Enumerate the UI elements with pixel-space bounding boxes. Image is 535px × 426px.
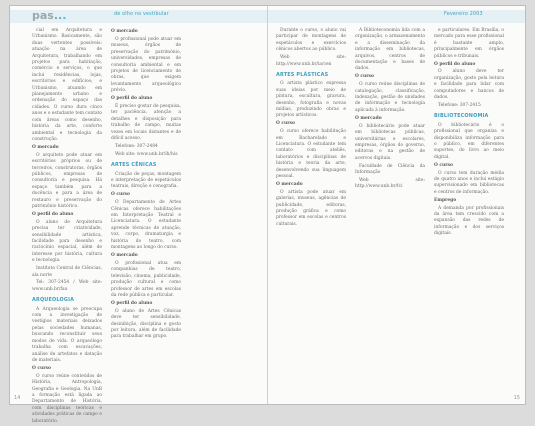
- paragraph: A demanda por profissionais da área tem crescido com a expansão das redes de informação e dos serviços digitais.: [434, 205, 504, 237]
- subheading: O mercado: [276, 181, 303, 187]
- paragraph: O artista pode atuar em galerias, museus, agências de publicidade, editoras, produção gráfica e como professor em escolas e centros culturais.: [276, 189, 346, 227]
- right-page-columns: [276, 28, 504, 239]
- article-column: [434, 28, 504, 239]
- subheading: Emprego: [434, 197, 457, 203]
- subheading: O mercado: [32, 144, 59, 150]
- issue-date: Fevereiro 2003: [444, 12, 483, 17]
- article-column: [111, 28, 181, 426]
- paragraph: Telefone: 307-2484: [115, 143, 158, 149]
- section-heading: BIBLIOTECONOMIA: [434, 113, 489, 120]
- page-number: 15: [513, 395, 520, 401]
- subheading: O curso: [355, 74, 374, 80]
- paragraph: cial em Arquitetura e Urbanismo. Basicamente, são duas vertentes possíveis: atuação na área de Arquitetura, trabalhando em projetos para habitação, comércio e serviços, o que inclui residências, lojas, escritórios e edifícios; e Urbanismo, atuando em planejamento urbano e ordenação do espaço das cidades. O curso dura cinco anos e o estudante tem contato com áreas como desenho, história da arte, conforto ambiental e tecnologia da construção.: [32, 28, 102, 142]
- paragraph: O bibliotecário pode atuar em bibliotecas públicas, universitárias e escolares, empresas, órgãos do governo, editoras e na gestão de acervos digitais.: [355, 123, 425, 161]
- article-column: [355, 28, 425, 239]
- paragraph: O curso reúne conteúdos de História, Antropologia, Geografia e Geologia. Na UnB a formação está ligada ao Departamento de História, com disciplinas teóricas e atividades práticas de campo e laboratório.: [32, 373, 102, 424]
- paragraph: Faculdade de Ciência da Informação: [355, 163, 425, 176]
- paragraph: O curso tem duração média de quatro anos e inclui estágio supervisionado em bibliotecas e centros de informação.: [434, 170, 504, 195]
- left-page-header: [10, 10, 267, 23]
- article-column: [32, 28, 102, 426]
- paragraph: O profissional atua em companhias de teatro, televisão, cinema, publicidade, produção cultural e como professor de artes em escolas da rede pública e particular.: [111, 260, 181, 298]
- paragraph: O curso oferece habilitação em Bacharelado e Licenciatura. O estudante tem contato com ateliês, laboratórios e disciplinas de história e teoria da arte, desenvolvendo sua linguagem pessoal.: [276, 129, 346, 180]
- paragraph: Web site: http://www.unb.br/ia/cen: [276, 55, 346, 67]
- subheading: O mercado: [111, 29, 138, 34]
- paragraph: Instituto Central de Ciências, ala norte: [32, 266, 102, 278]
- paragraph: e particulares. Em Brasília, o mercado para esse profissional é bastante amplo, principalmente em órgãos públicos e tribunais.: [434, 28, 504, 59]
- paragraph: O Departamento de Artes Cênicas oferece habilitações em Interpretação Teatral e Licenciatura. O estudante aprende técnicas de atuação, voz, corpo, dramaturgia e história do teatro, com montagens ao longo do curso.: [111, 200, 181, 251]
- paragraph: A Arqueologia se preocupa com a investigação de vestígios materiais deixados pelas sociedades humanas, buscando reconstituir seus modos de vida. O arqueólogo trabalha com escavações, análise de artefatos e datação de materiais.: [32, 306, 102, 363]
- paragraph: A Biblioteconomia lida com a organização, o armazenamento e a disseminação da informação em bibliotecas, arquivos, centros de documentação e bases de dados.: [355, 28, 425, 72]
- section-heading: ARTES CÊNICAS: [111, 162, 157, 169]
- paragraph: O curso reúne disciplinas de catalogação, classificação, indexação, gestão de unidades de informação e tecnologia aplicada à informação.: [355, 82, 425, 113]
- subheading: O perfil do aluno: [434, 61, 476, 67]
- section-heading: ARTES PLÁSTICAS: [276, 71, 329, 78]
- subheading: O perfil do aluno: [32, 211, 74, 217]
- subheading: O mercado: [111, 253, 138, 258]
- paragraph: Web site: http://www.unb.br/fci: [355, 177, 425, 190]
- left-page-columns: [32, 28, 260, 426]
- subheading: O perfil do aluno: [111, 300, 153, 306]
- paragraph: Tel: 307-2454 / Web site: www.unb.br/fau: [32, 280, 102, 292]
- magazine-logo: pas...: [32, 9, 67, 22]
- subheading: O curso: [434, 162, 453, 168]
- paragraph: O aluno de Artes Cênicas deve ter sensibilidade, desinibição, disciplina e gosto por leitura, além de facilidade para trabalhar em grupo.: [111, 308, 181, 340]
- paragraph: Criação de peças, montagem e interpretação de espetáculos teatrais, direção e cenografia.: [111, 171, 181, 190]
- paragraph: Telefone: 307-2415: [438, 102, 481, 108]
- magazine-spread: [10, 6, 525, 424]
- left-page: [10, 6, 267, 424]
- article-column: [276, 28, 346, 239]
- right-page: [268, 6, 525, 404]
- paragraph: O aluno deve ter organização, gosto pela leitura e facilidade para lidar com computadores e bancos de dados.: [434, 69, 504, 101]
- subheading: O perfil do aluno: [111, 96, 153, 102]
- page-number: 14: [14, 395, 21, 401]
- paragraph: Durante o curso, o aluno vai participar de montagens de espetáculos e exercícios cênicos abertos ao público.: [276, 28, 346, 53]
- paragraph: O artista plástico expressa suas ideias por meio de pintura, escultura, gravura, desenho, fotografia e novas mídias, produzindo obras e projetos artísticos.: [276, 81, 346, 119]
- paragraph: O profissional pode atuar em museus, órgãos de preservação do patrimônio, universidades, empresas de consultoria ambiental e em projetos de licenciamento de obras, que exigem levantamento arqueológico prévio.: [111, 36, 181, 94]
- article-column: [190, 28, 260, 426]
- subheading: O curso: [32, 365, 51, 371]
- subheading: O mercado: [355, 115, 382, 121]
- subheading: O curso: [276, 121, 295, 127]
- section-title: de olho no vestibular: [114, 12, 169, 17]
- paragraph: Web site: www.unb.br/ih/his: [115, 151, 178, 157]
- subheading: O curso: [111, 192, 130, 198]
- paragraph: O aluno de Arquitetura precisa ter criatividade, sensibilidade artística, facilidade para desenho e raciocínio espacial, além de interesse por história, cultura e tecnologia.: [32, 219, 102, 264]
- paragraph: O arquiteto pode atuar em escritórios próprios ou de terceiros, construtoras, órgãos públicos, empresas de consultoria e pesquisa. Há espaço também para a docência e para a área de restauro e preservação do patrimônio histórico.: [32, 152, 102, 209]
- paragraph: O bibliotecário é o profissional que organiza e disponibiliza informação para o público, em diferentes suportes, do livro ao meio digital.: [434, 122, 504, 160]
- right-page-header: [268, 10, 525, 23]
- section-heading: ARQUEOLOGIA: [32, 297, 75, 304]
- paragraph: É preciso gostar de pesquisa, ter paciência, atenção a detalhes e disposição para trabalho de campo, muitas vezes em locais distantes e de difícil acesso.: [111, 103, 181, 141]
